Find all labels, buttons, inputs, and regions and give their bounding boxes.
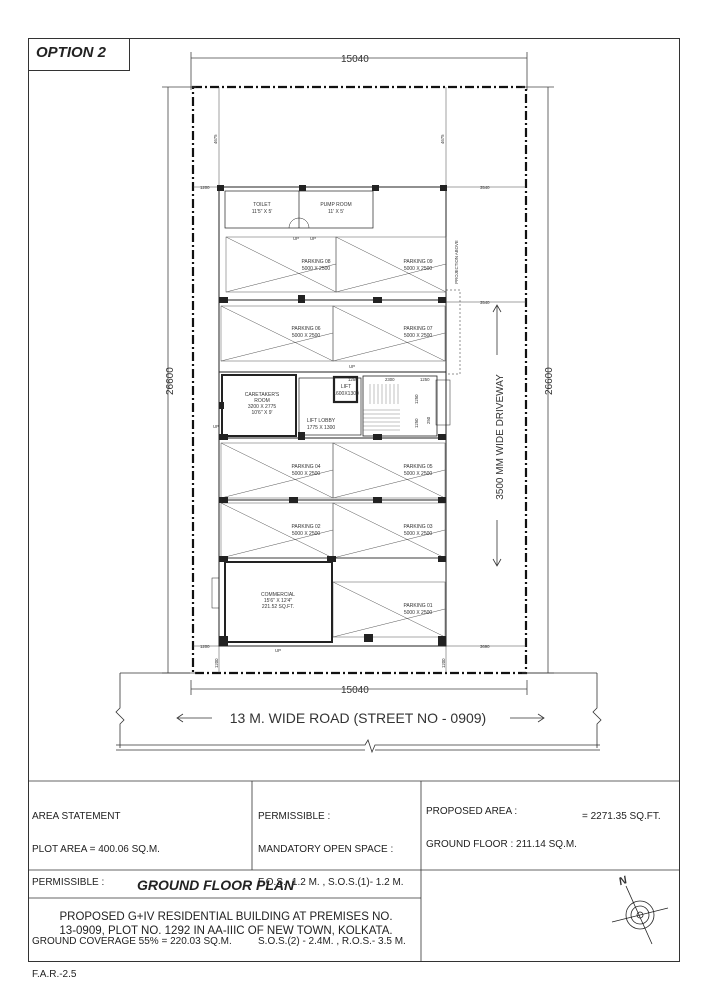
parking-size: 5000 X 2500 [403,610,433,616]
driveway-label: 3500 MM WIDE DRIVEWAY [495,374,506,500]
plot-depth-right: 26600 [544,367,555,395]
projection-label: PROJECTION ABOVE [454,240,459,284]
permissible-label: PERMISSIBLE : [32,877,105,888]
toilet-label: TOILET [253,202,271,208]
parking-size: 5000 X 2500 [403,266,433,272]
parking-size: 5000 X 2500 [291,333,321,339]
caretaker-size: 3200 X 2775 [247,404,277,410]
area-statement-title: AREA STATEMENT [32,811,121,822]
north-label: N [617,874,629,889]
caretaker-label: CARETAKER'S [244,392,280,398]
fos-sos1: F.O.S.- 1.2 M. , S.O.S.(1)- 1.2 M. [258,877,404,888]
proposed-area [426,784,577,861]
lift-lobby-size: 1775 X 1300 [306,425,336,431]
side-left-top: 1200 [200,185,210,190]
side-left-bottom: 1200 [200,644,210,649]
sos2-ros: S.O.S.(2) - 2.4M. , R.O.S.- 3.5 M. [258,936,406,947]
road-label: 13 M. WIDE ROAD (STREET NO - 0909) [229,710,487,726]
caretaker-label-2: ROOM [254,398,270,404]
plot-depth-left: 26600 [165,367,176,395]
up-label: UP [349,364,355,369]
parking-label: PARKING 07 [403,326,433,332]
stair-dim: 1250 [348,377,358,382]
side-right-bottom: 3690 [480,644,490,649]
pump-room-size: 11' X 5' [328,209,344,215]
stair-dim: 1250 [414,418,419,428]
drawing-title: GROUND FLOOR PLAN [137,877,295,893]
commercial-size: 15'6" X 12'4" [263,598,293,604]
parking-label: PARKING 01 [403,603,433,609]
parking-size: 5000 X 2500 [291,471,321,477]
up-label: UP [275,648,281,653]
pump-room-label: PUMP ROOM [320,202,352,208]
up-label: UP [310,236,316,241]
parking-size: 5000 X 2500 [403,471,433,477]
parking-size: 5000 X 2500 [291,531,321,537]
parking-size: 5000 X 2500 [403,531,433,537]
front-setback-left: 4675 [213,134,218,144]
side-right-top: 3540 [480,185,490,190]
parking-label: PARKING 02 [291,524,321,530]
commercial-label: COMMERCIAL [261,592,295,598]
parking-size: 5000 X 2500 [403,333,433,339]
toilet-size: 11'5" X 5' [251,209,273,215]
rear-right: 1200 [441,658,446,668]
parking-label: PARKING 05 [403,464,433,470]
lift-lobby-label: LIFT LOBBY [306,418,336,424]
rear-left: 1200 [214,658,219,668]
project-line-2: 13-0909, PLOT NO. 1292 IN AA-IIIC OF NEW TOWN, KOLKATA. [59,925,393,937]
ground-floor-area: GROUND FLOOR : 211.14 SQ.M. [426,839,577,850]
lift-label: LIFT [340,384,352,390]
permissible-label-2: PERMISSIBLE : [258,811,331,822]
stair-dim: 2300 [385,377,395,382]
plot-width-bottom: 15040 [341,685,369,696]
stair-dim: 1250 [420,377,430,382]
option-label: OPTION 2 [36,44,107,61]
commercial-area: 221.52 SQ.FT. [261,604,295,610]
parking-size: 5000 X 2500 [301,266,331,272]
mandatory-open-space: MANDATORY OPEN SPACE : [258,844,394,855]
front-setback-right: 4675 [440,134,445,144]
stair-dim: 250 [426,416,431,424]
project-description [30,910,422,938]
side-right-mid: 3540 [480,300,490,305]
lift-size: 1600X1300 [333,391,359,397]
proposed-area-title: PROPOSED AREA : [426,806,518,817]
stair-dim: 1250 [414,394,419,404]
up-label: UP [293,236,299,241]
parking-label: PARKING 04 [291,464,321,470]
caretaker-size-ft: 10'6" X 9' [251,410,273,416]
parking-label: PARKING 06 [291,326,321,332]
parking-label: PARKING 03 [403,524,433,530]
parking-label: PARKING 08 [301,259,331,265]
far: F.A.R.-2.5 [32,969,77,980]
plot-area: PLOT AREA = 400.06 SQ.M. [32,844,160,855]
plot-width-top: 15040 [341,54,369,65]
ground-floor-area-sqft: = 2271.35 SQ.FT. [582,811,661,822]
project-line-1: PROPOSED G+IV RESIDENTIAL BUILDING AT PREMISES NO. [59,911,393,923]
ground-coverage: GROUND COVERAGE 55% = 220.03 SQ.M. [32,936,232,947]
up-label: UP [213,424,219,429]
compass-icon [612,886,668,944]
parking-label: PARKING 09 [403,259,433,265]
